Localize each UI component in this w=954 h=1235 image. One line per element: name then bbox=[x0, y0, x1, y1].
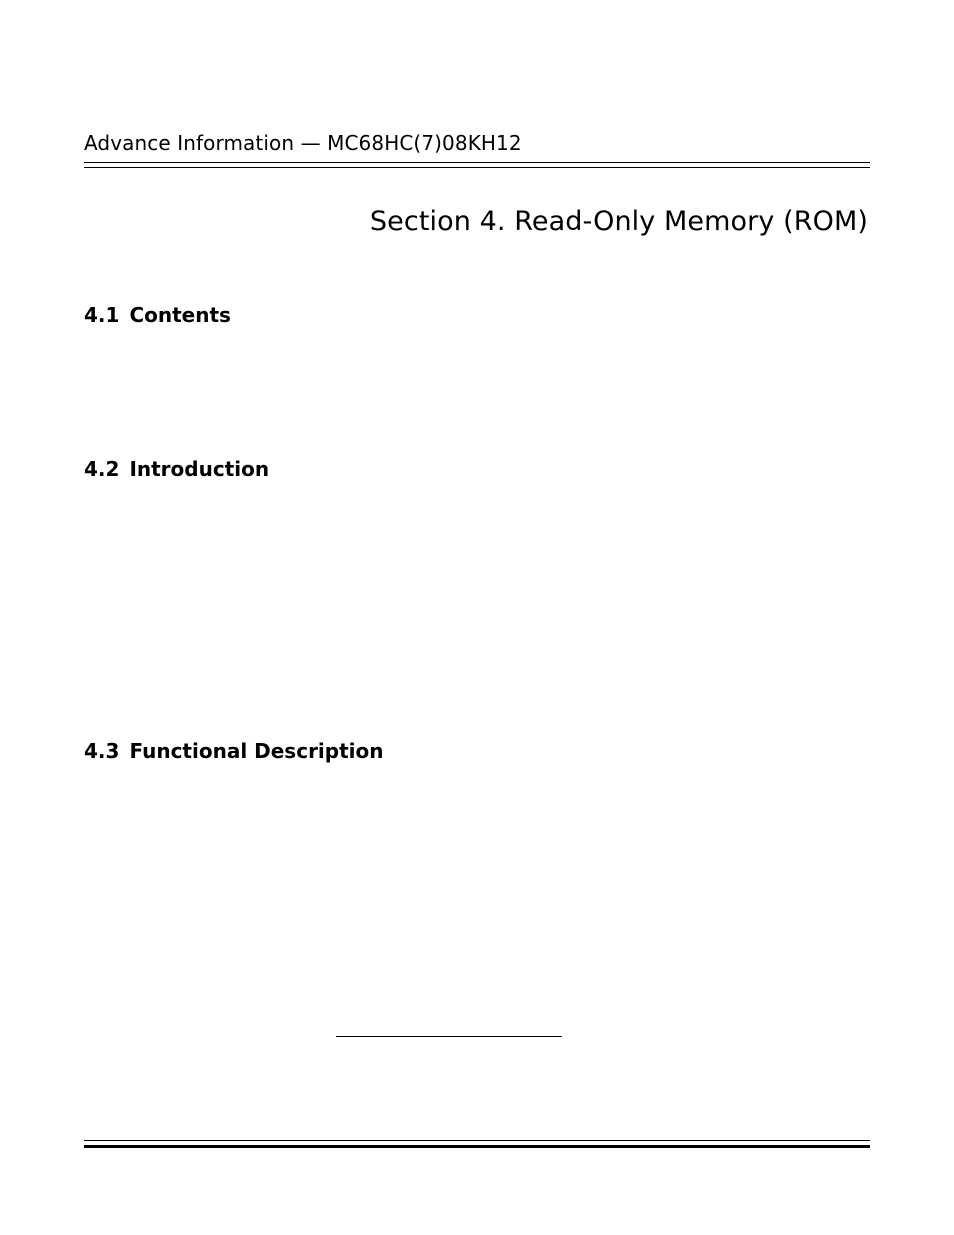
subsection-heading-functional-description bbox=[84, 739, 384, 763]
subsection-title: Introduction bbox=[129, 457, 270, 481]
subsection-number: 4.2 bbox=[84, 457, 120, 481]
subsection-title: Functional Description bbox=[129, 739, 384, 763]
footer-rule-top bbox=[84, 1140, 870, 1141]
subsection-title: Contents bbox=[129, 303, 231, 327]
footnote-separator bbox=[336, 1036, 562, 1037]
subsection-number: 4.1 bbox=[84, 303, 120, 327]
header-rule-top bbox=[84, 162, 870, 163]
header-rule-bottom bbox=[84, 167, 870, 168]
subsection-heading-introduction bbox=[84, 457, 269, 481]
section-title: Section 4. Read-Only Memory (ROM) bbox=[369, 206, 868, 237]
subsection-heading-contents bbox=[84, 303, 231, 327]
subsection-number: 4.3 bbox=[84, 739, 120, 763]
footer-rule-bottom bbox=[84, 1145, 870, 1148]
running-header: Advance Information — MC68HC(7)08KH12 bbox=[84, 131, 522, 155]
